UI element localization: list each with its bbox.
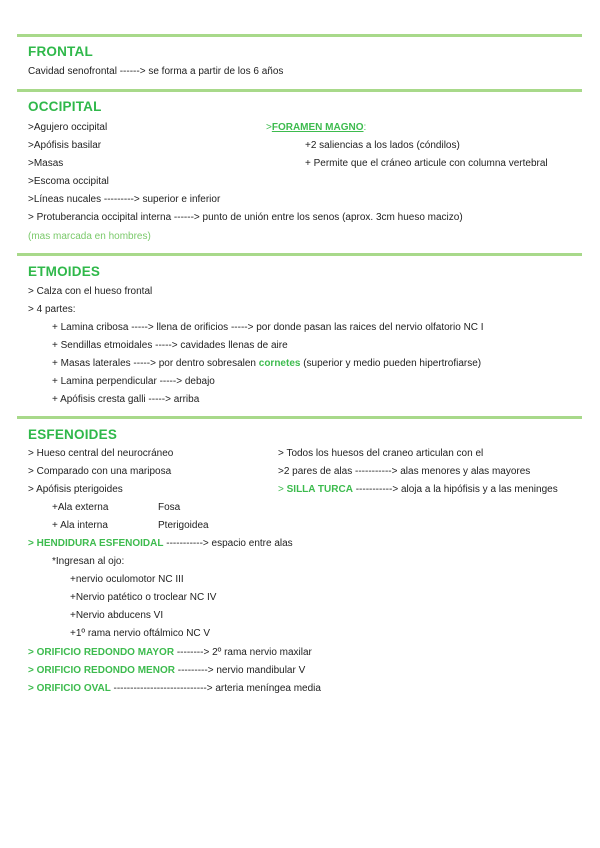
occipital-line: > Protuberancia occipital interna ------> punto de unión entre los senos (aprox. 3cm hueso macizo) (28, 212, 463, 223)
foramen-item: +2 saliencias a los lados (cóndilos) (305, 140, 460, 151)
fosa: Fosa (158, 502, 181, 513)
orificio-tail: ----------------------------> arteria meníngea media (113, 683, 321, 694)
heading-frontal: FRONTAL (28, 44, 93, 59)
occipital-line: >Escoma occipital (28, 176, 109, 187)
silla-turca-label: SILLA TURCA (286, 484, 353, 495)
etmoides-item: + Sendillas etmoidales -----> cavidades llenas de aire (52, 340, 288, 351)
frontal-line: Cavidad senofrontal ------> se forma a partir de los 6 años (28, 66, 284, 77)
divider-occipital (17, 89, 582, 92)
occipital-line: >Apófisis basilar (28, 140, 102, 151)
heading-occipital: OCCIPITAL (28, 99, 102, 114)
hendidura-line (28, 538, 293, 550)
esfenoides-line: > Apófisis pterigoides (28, 484, 123, 495)
occipital-line: >Líneas nucales ---------> superior e inferior (28, 194, 221, 205)
orificio-line (28, 665, 305, 677)
ingresan-label: *Ingresan al ojo: (52, 556, 125, 567)
hendidura-tail: -----------> espacio entre alas (163, 538, 293, 549)
occipital-line: >Masas (28, 158, 64, 169)
heading-etmoides: ETMOIDES (28, 264, 101, 279)
nervio-item: +1º rama nervio oftálmico NC V (70, 628, 211, 639)
orificio-line (28, 683, 321, 695)
ala-externa: +Ala externa (52, 502, 109, 513)
silla-turca-tail: -----------> aloja a la hipófisis y a las meninges (352, 484, 558, 495)
divider-frontal (17, 34, 582, 37)
cornetes-tail: (superior y medio pueden hipertrofiarse) (300, 358, 482, 369)
orificio-label: > ORIFICIO OVAL (28, 683, 114, 694)
etmoides-item-masas (52, 358, 481, 370)
orificio-tail: ---------> nervio mandibular V (177, 665, 306, 676)
foramen-item: + Permite que el cráneo articule con columna vertebral (305, 158, 548, 169)
nervio-item: +Nervio patético o troclear NC IV (70, 592, 217, 603)
occipital-line: >Agujero occipital (28, 122, 108, 133)
silla-prefix: > (278, 484, 287, 495)
nervio-item: +Nervio abducens VI (70, 610, 164, 621)
esfenoides-right-line: >2 pares de alas -----------> alas menores y alas mayores (278, 466, 531, 477)
divider-etmoides (17, 253, 582, 256)
etmoides-line: > Calza con el hueso frontal (28, 286, 153, 297)
heading-esfenoides: ESFENOIDES (28, 427, 118, 442)
esfenoides-line: > Hueso central del neurocráneo (28, 448, 174, 459)
foramen-magno-heading (266, 122, 366, 134)
orificio-tail: --------> 2º rama nervio maxilar (176, 647, 312, 658)
etmoides-line: > 4 partes: (28, 304, 76, 315)
foramen-suffix: : (363, 122, 367, 133)
pterigoidea: Pterigoidea (158, 520, 209, 531)
nervio-item: +nervio oculomotor NC III (70, 574, 184, 585)
hendidura-label: > HENDIDURA ESFENOIDAL (28, 538, 164, 549)
orificio-line (28, 647, 312, 659)
occipital-note: (mas marcada en hombres) (28, 231, 151, 242)
etmoides-item: + Lamina perpendicular -----> debajo (52, 376, 215, 387)
masas-text: + Masas laterales -----> por dentro sobresalen (52, 358, 259, 369)
esfenoides-right-line: > Todos los huesos del craneo articulan con el (278, 448, 484, 459)
cornetes-label: cornetes (258, 358, 301, 369)
etmoides-item: + Lamina cribosa -----> llena de orificios -----> por donde pasan las raices del nervio olfatorio NC I (52, 322, 484, 333)
etmoides-item: + Apófisis cresta galli -----> arriba (52, 394, 200, 405)
ala-interna: + Ala interna (52, 520, 108, 531)
silla-turca-line (278, 484, 558, 496)
foramen-label: FORAMEN MAGNO (271, 122, 364, 133)
orificio-label: > ORIFICIO REDONDO MENOR (28, 665, 178, 676)
orificio-label: > ORIFICIO REDONDO MAYOR (28, 647, 177, 658)
esfenoides-line: > Comparado con una mariposa (28, 466, 172, 477)
divider-esfenoides (17, 416, 582, 419)
foramen-prefix: > (266, 122, 272, 133)
